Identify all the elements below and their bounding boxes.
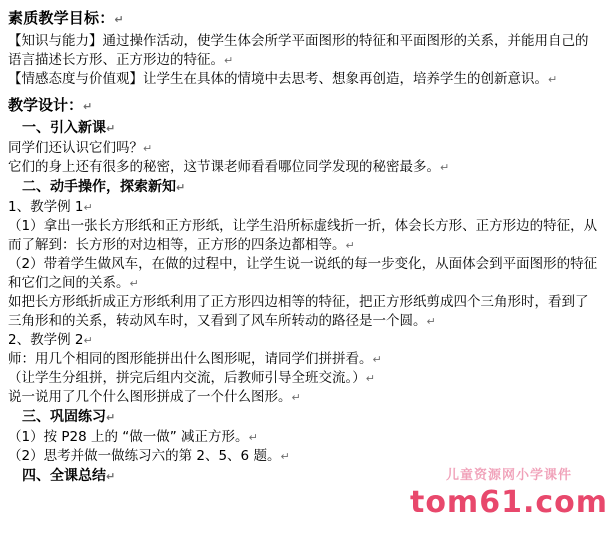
paragraph-text: 【知识与能力】通过操作活动，使学生体会所学平面图形的特征和平面图形的关系，并能用自己的	[8, 33, 589, 49]
paragraph	[8, 198, 607, 217]
paragraph-text: 同学们还认识它们吗？	[8, 140, 143, 156]
paragraph-mark-icon: ↵	[372, 353, 382, 366]
paragraph-mark-icon: ↵	[440, 161, 450, 174]
paragraph	[8, 70, 607, 89]
paragraph-mark-icon: ↵	[143, 142, 153, 155]
subheading-text: 三、巩固练习	[22, 409, 106, 425]
paragraph-mark-icon: ↵	[106, 470, 116, 483]
paragraph	[8, 388, 607, 407]
paragraph-text: （让学生分组拼，拼完后组内交流，后教师引导全班交流。）	[8, 370, 366, 386]
paragraph-text: 而了解到：长方形的对边相等，正方形的四条边都相等。	[8, 237, 346, 253]
paragraph-mark-icon: ↵	[114, 13, 124, 26]
paragraph	[8, 447, 607, 466]
subheading-text: 四、全课总结	[22, 468, 106, 484]
paragraph-text: （2）带着学生做风车，在做的过程中，让学生说一说纸的每一步变化，从面体会到平面图形的特征	[8, 256, 598, 272]
subheading-text: 一、引入新课	[22, 120, 106, 136]
paragraph-mark-icon: ↵	[280, 450, 290, 463]
paragraph	[8, 255, 607, 274]
paragraph-text: 师：用几个相同的图形能拼出什么图形呢，请同学们拼拼看。	[8, 351, 373, 367]
paragraph	[8, 350, 607, 369]
watermark-text: 儿童资源网小学课件	[445, 468, 572, 483]
paragraph-mark-icon: ↵	[129, 277, 139, 290]
paragraph-text: （2）思考并做一做练习六的第 2、5、6 题。	[8, 448, 281, 464]
paragraph-mark-icon: ↵	[106, 411, 116, 424]
subheading-hands-on-operation	[22, 178, 607, 197]
paragraph-mark-icon: ↵	[248, 431, 258, 444]
heading-text: 素质教学目标：	[8, 9, 115, 27]
paragraph-text: 它们的身上还有很多的秘密，这节课老师看看哪位同学发现的秘密最多。	[8, 159, 440, 175]
paragraph	[8, 331, 607, 350]
watermark-logo-text: tom61.com	[409, 485, 608, 520]
paragraph-mark-icon: ↵	[224, 54, 234, 67]
paragraph	[8, 428, 607, 447]
paragraph-text: 语言描述长方形、正方形边的特征。	[8, 52, 224, 68]
paragraph	[8, 274, 607, 293]
subheading-summary	[22, 467, 607, 486]
subheading-consolidation-practice	[22, 408, 607, 427]
section-title-teaching-objectives	[8, 8, 607, 30]
paragraph-text: 说一说用了几个什么图形拼成了一个什么图形。	[8, 389, 292, 405]
paragraph-text: （1）按 P28 上的 “做一做” 减正方形。	[8, 429, 249, 445]
paragraph-text: 【情感态度与价值观】让学生在具体的情境中去思考、想象再创造，培养学生的创新意识。	[8, 71, 548, 87]
paragraph	[8, 369, 607, 388]
paragraph-mark-icon: ↵	[426, 315, 436, 328]
paragraph-mark-icon: ↵	[83, 201, 93, 214]
paragraph-mark-icon: ↵	[345, 239, 355, 252]
paragraph	[8, 51, 607, 70]
paragraph-mark-icon: ↵	[291, 391, 301, 404]
paragraph-mark-icon: ↵	[365, 372, 375, 385]
paragraph	[8, 32, 607, 51]
paragraph-text: 1、教学例 1	[8, 199, 84, 215]
paragraph-mark-icon: ↵	[83, 334, 93, 347]
paragraph-mark-icon: ↵	[106, 122, 116, 135]
paragraph	[8, 312, 607, 331]
paragraph	[8, 158, 607, 177]
paragraph-mark-icon: ↵	[548, 73, 558, 86]
paragraph	[8, 139, 607, 158]
paragraph-text: 和它们之间的关系。	[8, 275, 130, 291]
paragraph-mark-icon: ↵	[176, 181, 186, 194]
subheading-introduce-lesson	[22, 119, 607, 138]
heading-text: 教学设计：	[8, 96, 84, 114]
section-title-teaching-design	[8, 95, 607, 117]
paragraph-text: （1）拿出一张长方形纸和正方形纸，让学生沿所标虚线折一折，体会长方形、正方形边的特征，从	[8, 218, 598, 234]
subheading-text: 二、动手操作，探索新知	[22, 179, 176, 195]
watermark-logo	[409, 486, 609, 520]
paragraph-text: 三角形和的关系，转动风车时，又看到了风车所转动的路径是一个圆。	[8, 313, 427, 329]
paragraph	[8, 236, 607, 255]
paragraph	[8, 293, 607, 312]
paragraph	[8, 217, 607, 236]
paragraph-mark-icon: ↵	[83, 100, 93, 113]
paragraph-text: 2、教学例 2	[8, 332, 84, 348]
paragraph-text: 如把长方形纸折成正方形纸利用了正方形四边相等的特征，把正方形纸剪成四个三角形时，看到了	[8, 294, 589, 310]
